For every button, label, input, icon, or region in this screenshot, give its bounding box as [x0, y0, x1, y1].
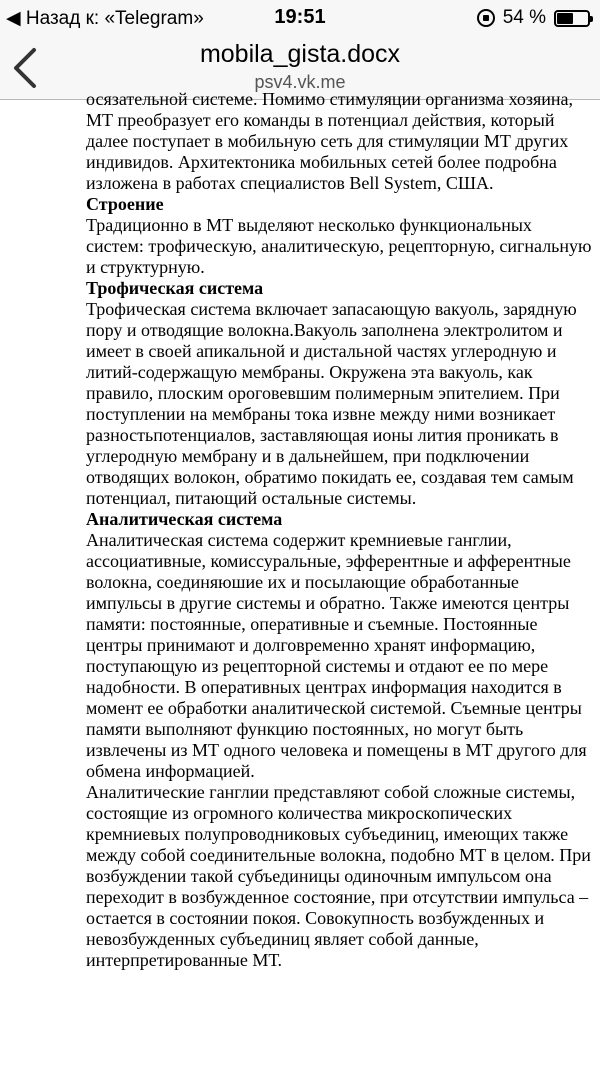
paragraph-trophic: Трофическая система включает запасающую вакуоль, зарядную пору и отводящие волокна.Вакуоль заполнена электролитом и имеет в своей апикальной и дистальной частях углеродную и литий-содержащую мембраны. Окружена эта вакуоль, как правило, плоским ороговевшим полимерным эпителием. При поступлении на мембраны тока извне между ними возникает разностьпотенциалов, заставляющая ионы лития проникать в углеродную мембрану и в дальнейшем, при подключении отводящих волокон, обратимо покидать ее, создавая тем самым потенциал, питающий остальные системы.: [86, 299, 577, 508]
heading-trophic: Трофическая система: [86, 278, 264, 298]
document-title: mobila_gista.docx: [199, 40, 401, 68]
status-bar: [0, 0, 600, 36]
status-right-group: [477, 7, 590, 29]
paragraph-structure: Традиционно в МТ выделяют несколько функциональных систем: трофическую, аналитическую, рецепторную, сигнальную и структурную.: [86, 215, 592, 277]
orientation-lock-icon: [477, 9, 495, 27]
paragraph-analytic-1: Аналитическая система содержит кремниевые ганглии, ассоциативные, комиссуральные, эфферентные и афферентные волокна, соединяюшие их и посылающие обработанные импульсы в другие системы и обратно. Также имеются центры памяти: постоянные, оперативные и съемные. Постоянные центры принимают и долговременно хранят информацию, поступающую из рецепторной системы и отдают ее по мере надобности. В оперативных центрах информация находится в момент ее обработки аналитической системой. Съемные центры памяти выполняют функцию постоянных, но могут быть извлечены из МТ одного человека и помещены в МТ другого для обмена информацией.: [86, 530, 587, 781]
document-viewer[interactable]: [86, 89, 592, 1067]
document-source: psv4.vk.me: [254, 72, 346, 92]
back-to-app-link[interactable]: ◀ Назад к: «Telegram»: [6, 8, 204, 29]
battery-percent: 54 %: [502, 7, 546, 28]
document-content: [86, 89, 592, 971]
battery-fill: [557, 13, 573, 24]
heading-structure: Строение: [86, 194, 164, 214]
heading-analytic: Аналитическая система: [86, 509, 283, 529]
status-time: 19:51: [274, 6, 326, 28]
battery-icon: [554, 10, 590, 27]
paragraph-intro: осязательной системе. Помимо стимуляции организма хозяина, МТ преобразует его команды в потенциал действия, который далее поступает в мобильную сеть для стимуляции МТ других индивидов. Архитектоника мобильных сетей более подробна изложена в работах специалистов Bell System, США.: [86, 89, 574, 193]
paragraph-analytic-2: Аналитические ганглии представляют собой сложные системы, состоящие из огромного количества микроскопических кремниевых полупроводниковых субъединиц, имеющих также между собой соединительные волокна, подобно МТ в целом. При возбуждении такой субъединицы одиночным импульсом она переходит в возбужденное состояние, при отсутствии импульса – остается в состоянии покоя. Совокупность возбужденных и невозбужденных субъединиц являет собой данные, интерпретированные МТ.: [86, 782, 591, 970]
